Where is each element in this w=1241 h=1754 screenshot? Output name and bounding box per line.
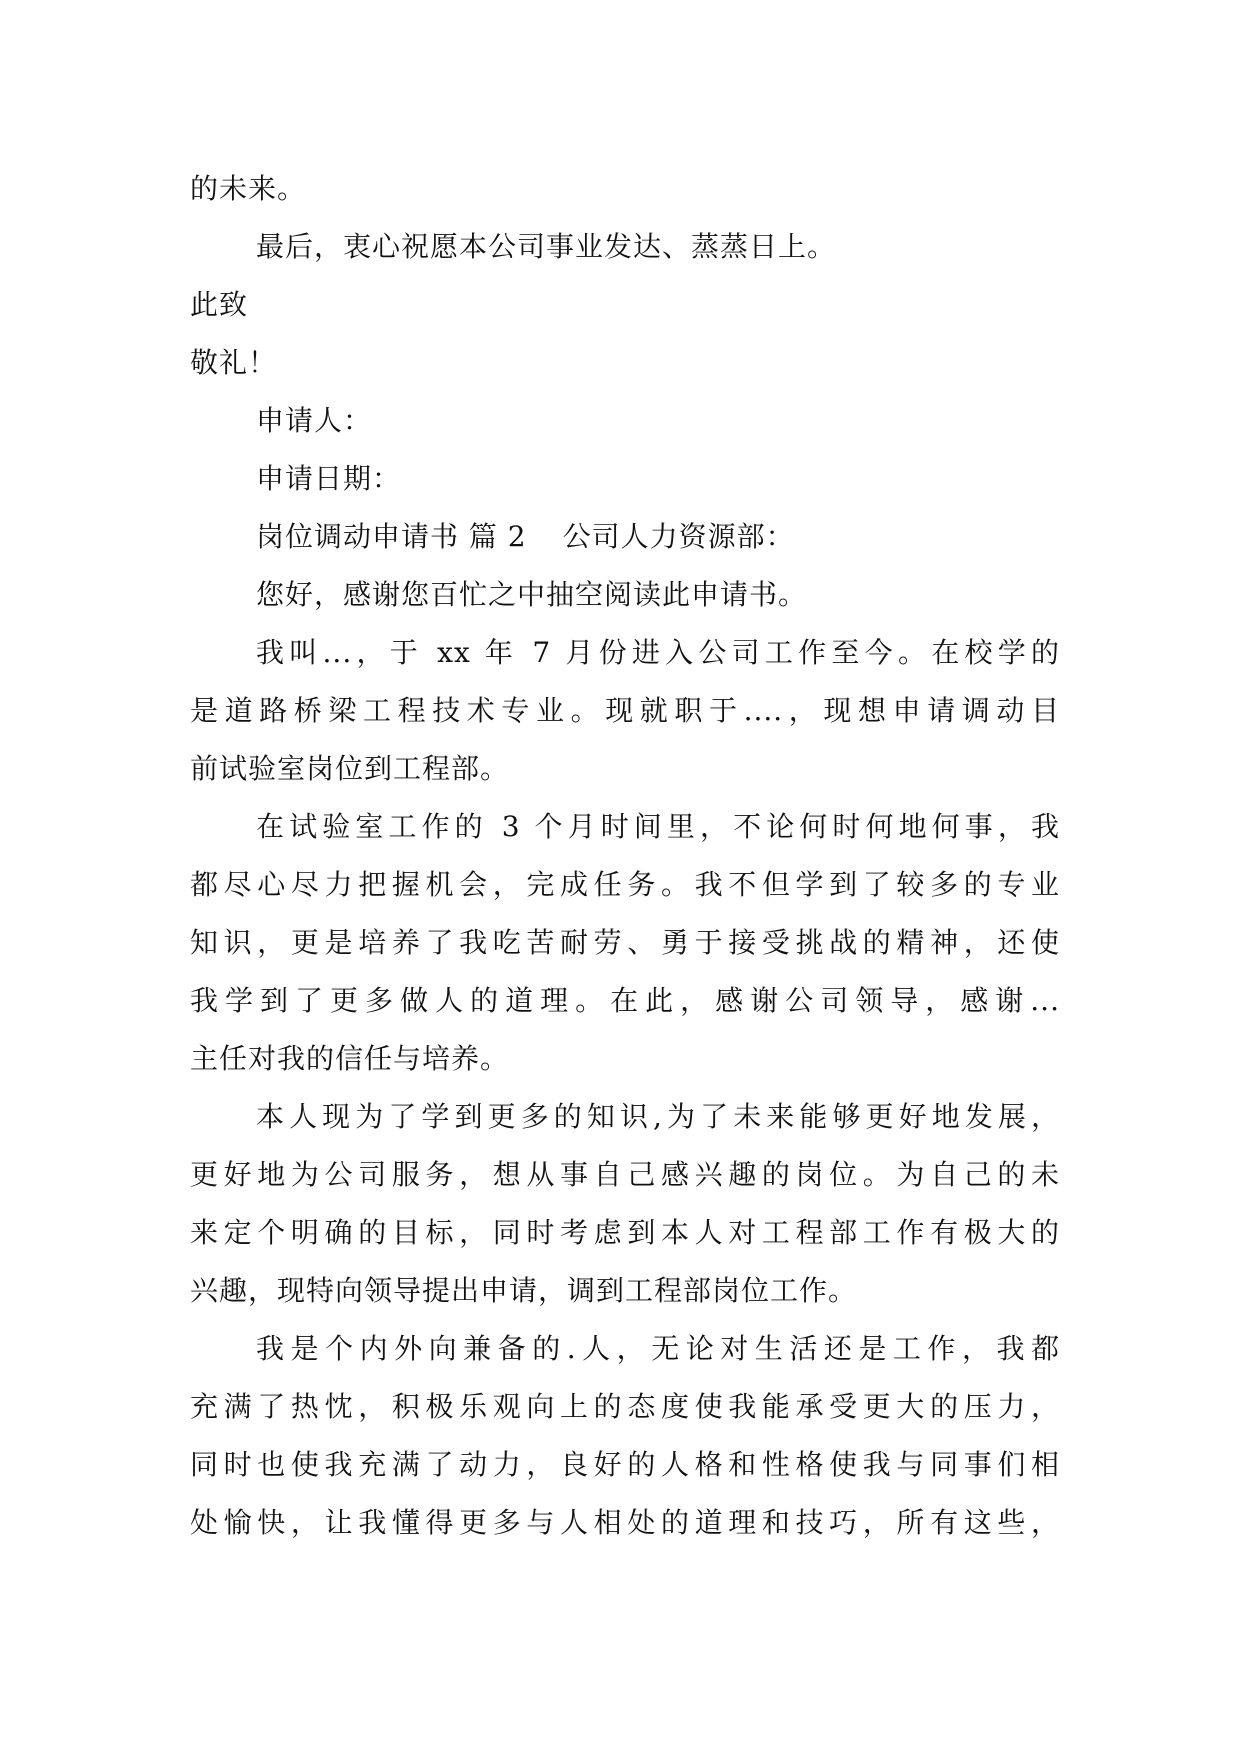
recipient: 公司人力资源部： [562, 520, 795, 553]
text-line: 敬礼！ [190, 346, 278, 379]
text-line: 在试验室工作的 3 个月时间里，不论何时何地何事，我 [256, 810, 1060, 843]
text-line: 兴趣，现特向领导提出申请，调到工程部岗位工作。 [190, 1274, 858, 1307]
text-line: 前试验室岗位到工程部。 [190, 752, 510, 785]
text-line: 申请日期： [256, 462, 402, 495]
section-title: 岗位调动申请书 篇 2 [256, 520, 527, 553]
text-line: 是道路桥梁工程技术专业。现就职于....，现想申请调动目 [190, 694, 1060, 727]
text-line: 主任对我的信任与培养。 [190, 1042, 510, 1075]
text-line: 都尽心尽力把握机会，完成任务。我不但学到了较多的专业 [190, 868, 1060, 901]
text-line: 充满了热忱，积极乐观向上的态度使我能承受更大的压力， [190, 1390, 1060, 1423]
text-line: 申请人： [256, 404, 373, 437]
text-line: 来定个明确的目标，同时考虑到本人对工程部工作有极大的 [190, 1216, 1060, 1249]
text-line: 的未来。 [190, 172, 307, 205]
text-line: 此致 [190, 288, 249, 321]
text-line: 本人现为了学到更多的知识,为了未来能够更好地发展， [256, 1100, 1060, 1133]
document-body [190, 160, 1060, 1552]
text-line: 最后，衷心祝愿本公司事业发达、蒸蒸日上。 [256, 230, 837, 263]
text-line: 我是个内外向兼备的.人，无论对生活还是工作，我都 [256, 1332, 1060, 1365]
text-line: 我叫...，于 xx 年 7 月份进入公司工作至今。在校学的 [256, 636, 1060, 669]
text-line: 同时也使我充满了动力，良好的人格和性格使我与同事们相 [190, 1448, 1060, 1481]
text-line: 知识，更是培养了我吃苦耐劳、勇于接受挑战的精神，还使 [190, 926, 1060, 959]
text-line: 我学到了更多做人的道理。在此，感谢公司领导，感谢... [190, 984, 1060, 1017]
text-line: 您好，感谢您百忙之中抽空阅读此申请书。 [256, 578, 808, 611]
text-line: 处愉快，让我懂得更多与人相处的道理和技巧，所有这些， [190, 1506, 1060, 1539]
text-line: 更好地为公司服务，想从事自己感兴趣的岗位。为自己的未 [190, 1158, 1060, 1191]
section-heading-line [190, 508, 1060, 566]
